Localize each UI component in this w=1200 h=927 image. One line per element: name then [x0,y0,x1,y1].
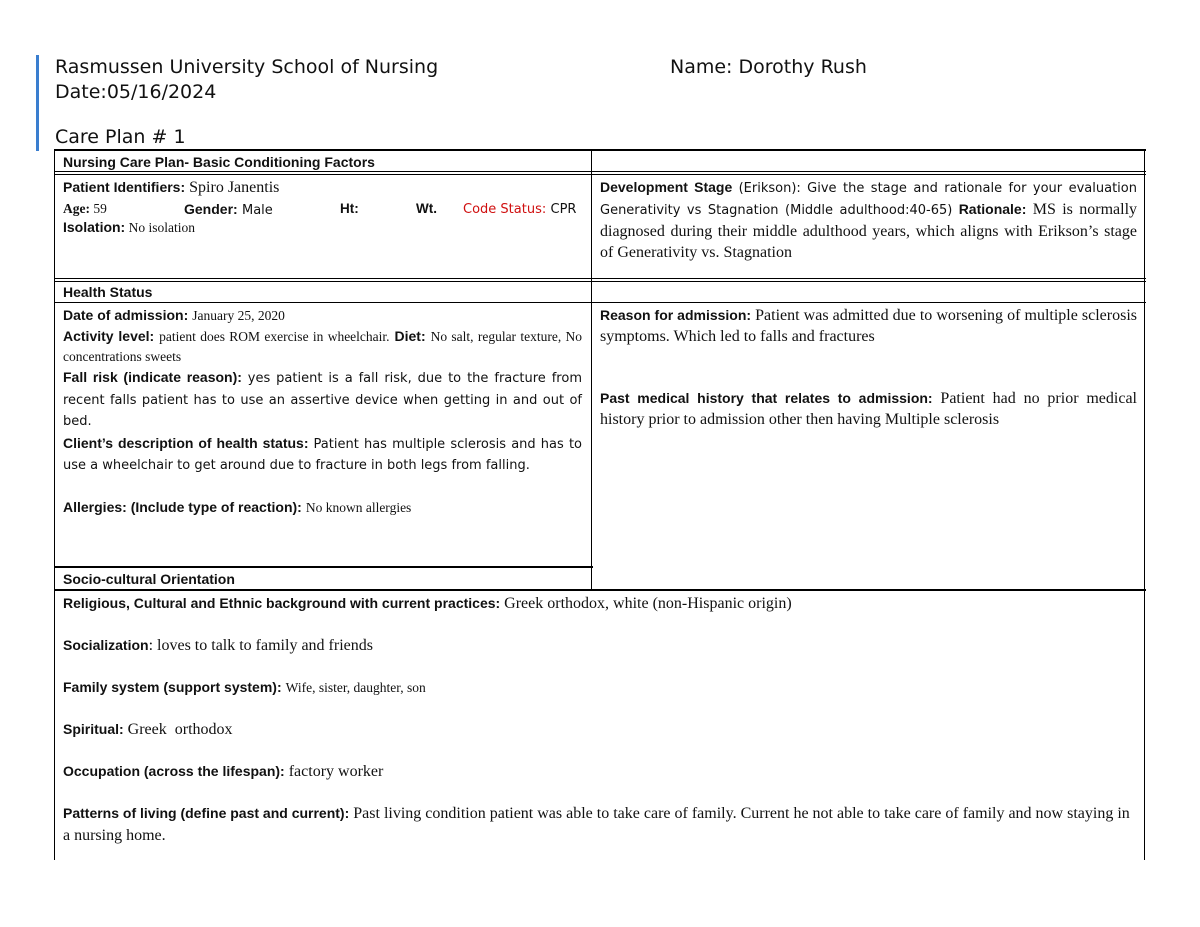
patterns-of-living-label: Patterns of living (define past and current): [63,805,350,821]
patterns-of-living-value: Past living condition patient was able to take care of family. Current he not able to take care of family and now staying in a nursing home. [63,805,1130,844]
socio-cultural-cell [63,593,1139,847]
rationale-value: MS is normally diagnosed during their middle adulthood years, which aligns with Erikson’s stage of Generativity vs. Stagnation [600,201,1138,261]
gender-value: Male [241,203,273,218]
patient-identifiers-value: Spiro Janentis [189,179,280,196]
dev-stage-value: Generativity vs Stagnation (Middle adulthood:40-65) [600,203,953,218]
allergies-value: No known allergies [305,499,412,515]
table-border-top [54,149,1146,151]
client-description-label: Client’s description of health status: [63,434,309,451]
weight-label: Wt. [416,201,437,216]
admission-date-label: Date of admission: [63,307,189,323]
family-system-label: Family system (support system): [63,679,282,695]
gender-label: Gender: [184,201,238,217]
basic-factors-title: Nursing Care Plan- Basic Conditioning Factors [63,154,375,170]
admission-date-value: January 25, 2020 [192,308,285,323]
column-divider [591,149,592,590]
health-status-title: Health Status [63,284,153,300]
diet-label: Diet: [394,328,426,344]
past-medical-history-value: Patient had no prior medical history prior to admission other then having Multiple sclerosis [600,390,1137,428]
activity-label: Activity level: [63,328,155,344]
fall-risk-label: Fall risk (indicate reason): [63,369,242,385]
religious-label: Religious, Cultural and Ethnic background with current practices: [63,595,501,611]
diet-value: No salt, regular texture, No concentrations sweets [63,329,583,364]
dev-stage-paren: (Erikson): [738,181,801,196]
row-divider [54,302,1146,303]
dev-stage-label: Development Stage [600,179,733,195]
dev-stage-prompt: Give the stage and rationale for your evaluation [807,181,1137,196]
occupation-label: Occupation (across the lifespan): [63,763,285,779]
height-label: Ht: [340,201,359,216]
client-description-value: Patient has multiple sclerosis and has to use a wheelchair to get around due to fracture in both legs from falling. [63,436,582,473]
spiritual-label: Spiritual: [63,721,124,737]
health-status-cell [63,305,582,518]
past-medical-history-label: Past medical history that relates to admission: [600,390,933,406]
row-divider [54,174,1146,175]
code-status-label: Code Status: [463,202,547,217]
date: Date:05/16/2024 [55,81,217,103]
reason-label: Reason for admission: [600,307,752,323]
code-status-value: CPR [550,202,577,217]
table-border-left [54,149,55,860]
isolation-label: Isolation: [63,219,126,235]
row-divider [54,281,1146,282]
student-name [670,56,867,78]
name-label: Name: [670,56,733,78]
age-value: 59 [93,201,107,216]
socio-cultural-title: Socio-cultural Orientation [63,571,235,587]
patient-identifiers-label: Patient Identifiers: [63,179,186,195]
spiritual-value: Greek orthodox [127,721,233,738]
socialization-value: : loves to talk to family and friends [148,637,373,654]
care-plan-title: Care Plan # 1 [55,126,186,148]
socialization-label: Socialization [63,637,149,653]
occupation-value: factory worker [288,763,384,780]
table-border-right [1144,149,1145,860]
isolation-value: No isolation [128,220,195,235]
family-system-value: Wife, sister, daughter, son [285,680,426,695]
patient-info-cell [63,178,588,236]
admission-reason-cell [600,305,1137,430]
margin-rule [36,55,39,151]
name-value: Dorothy Rush [738,56,867,78]
rationale-label: Rationale: [958,201,1027,217]
reason-value: Patient was admitted due to worsening of multiple sclerosis symptoms. Which led to falls and fractures [600,307,1138,345]
religious-value: Greek orthodox, white (non-Hispanic origin) [504,595,792,612]
allergies-label: Allergies: (Include type of reaction): [63,498,302,515]
row-divider [54,278,1146,279]
age-label: Age: [63,201,90,216]
row-divider [54,171,1146,172]
row-divider [54,566,593,568]
row-divider [54,589,1146,591]
school-name: Rasmussen University School of Nursing [55,56,439,78]
fall-risk-value: yes patient is a fall risk, due to the fracture from recent falls patient has to use an assertive device when getting in and out of bed. [63,371,582,429]
development-stage-cell [600,177,1137,263]
activity-value: patient does ROM exercise in wheelchair. [159,329,390,344]
